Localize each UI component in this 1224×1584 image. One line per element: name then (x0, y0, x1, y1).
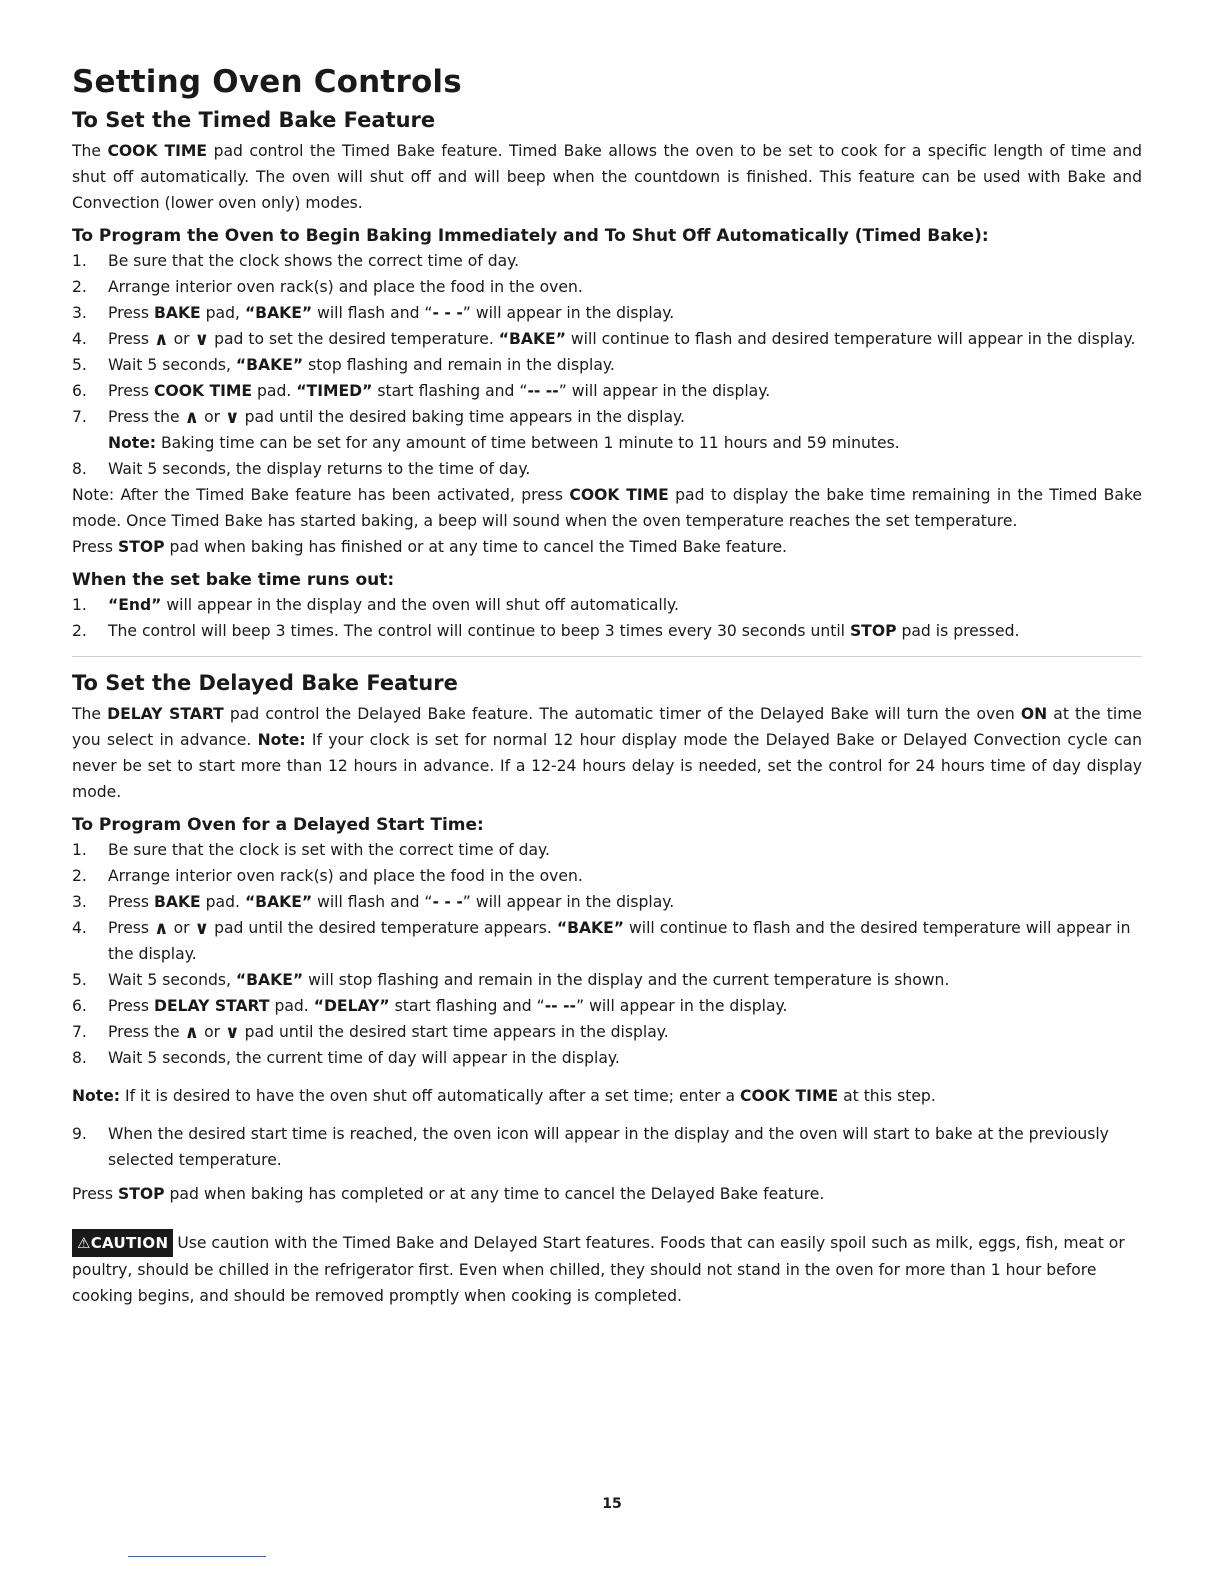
text-run: Wait 5 seconds, the display returns to the time of day. (108, 460, 531, 478)
delayed-bake-intro (72, 701, 1142, 805)
text-run: pad until the desired start time appears in the display. (239, 1023, 669, 1041)
bold-term: “BAKE” (498, 330, 566, 348)
step-text (108, 326, 1142, 352)
list-item (72, 618, 1142, 644)
text-run: will flash and “ (312, 304, 433, 322)
list-item (72, 326, 1142, 352)
bold-term: STOP (849, 622, 897, 640)
step-text (108, 889, 1142, 915)
text-run: or (199, 408, 226, 426)
bold-term: Note: (72, 1087, 121, 1105)
step-text (108, 837, 1142, 863)
step-number: 6. (72, 997, 87, 1015)
delayed-program-heading: To Program Oven for a Delayed Start Time: (72, 815, 484, 835)
bold-term: Note: (108, 434, 157, 452)
bold-term: BAKE (154, 893, 201, 911)
list-item (72, 889, 1142, 915)
step-number: 5. (72, 356, 87, 374)
step-number: 3. (72, 893, 87, 911)
timed-program-heading: To Program the Oven to Begin Baking Immediately and To Shut Off Automatically (Timed Bake): (72, 226, 989, 246)
text-run: Press (108, 330, 154, 348)
text-run: Press the (108, 1023, 185, 1041)
step-number: 1. (72, 252, 87, 270)
page-content (72, 64, 1142, 1309)
step-text (108, 404, 1142, 430)
text-run: Press (72, 1185, 118, 1203)
bold-term: STOP (118, 1185, 165, 1203)
bold-term: Note: (257, 731, 306, 749)
caution-text: Use caution with the Timed Bake and Delayed Start features. Foods that can easily spoil such as milk, eggs, fish, meat or poultry, should be chilled in the refrigerator first. Even when chilled, they should not stand in the oven for more than 1 hour before cooking begins, and should be removed promptly when cooking is completed. (72, 1234, 1125, 1305)
text-run: Arrange interior oven rack(s) and place the food in the oven. (108, 278, 583, 296)
page-title: Setting Oven Controls (72, 64, 462, 100)
text-run: will continue to flash and desired temperature will appear in the display. (565, 330, 1136, 348)
footer-line (128, 1556, 266, 1557)
list-item (72, 248, 1142, 274)
step-number: 2. (72, 622, 87, 640)
text-run: start flashing and “ (372, 382, 528, 400)
list-item (72, 274, 1142, 300)
step-text (108, 618, 1142, 644)
step-number: 5. (72, 971, 87, 989)
bold-term: COOK TIME (107, 142, 208, 160)
up-arrow-icon: ∧ (154, 918, 169, 939)
text-run: The (72, 142, 108, 160)
bold-term: DELAY START (107, 705, 224, 723)
list-item (72, 430, 1142, 456)
list-item (72, 863, 1142, 889)
step-number: 9. (72, 1125, 87, 1143)
bold-term: - - - (432, 304, 463, 322)
text-run: Wait 5 seconds, (108, 356, 236, 374)
list-item (72, 352, 1142, 378)
bold-term: “End” (108, 596, 162, 614)
text-run: pad is pressed. (896, 622, 1020, 640)
step-text (108, 456, 1142, 482)
step-number: 7. (72, 408, 87, 426)
bold-term: STOP (118, 538, 165, 556)
timed-note (72, 482, 1142, 534)
timed-stop-text (72, 534, 1142, 560)
text-run: Press (108, 893, 154, 911)
text-run: at the time you select in advance. (72, 705, 1142, 749)
list-item (72, 915, 1142, 967)
step-text (108, 352, 1142, 378)
text-run: Press (108, 382, 154, 400)
text-run: pad to set the desired temperature. (209, 330, 499, 348)
section-divider (72, 656, 1142, 657)
text-run: Wait 5 seconds, (108, 971, 236, 989)
text-run: will continue to flash and the desired temperature will appear in the display. (108, 919, 1131, 963)
text-run: The control will beep 3 times. The control will continue to beep 3 times every 30 seconds until (108, 622, 850, 640)
list-item (72, 967, 1142, 993)
delayed-step-9 (72, 1121, 1142, 1173)
down-arrow-icon: ∨ (225, 407, 240, 428)
list-item (72, 404, 1142, 430)
text-run: at this step. (838, 1087, 936, 1105)
list-item (72, 1019, 1142, 1045)
step-number: 1. (72, 596, 87, 614)
down-arrow-icon: ∨ (225, 1022, 240, 1043)
step-text (108, 248, 1142, 274)
list-item (72, 592, 1142, 618)
list-item (72, 456, 1142, 482)
text-run: Be sure that the clock is set with the correct time of day. (108, 841, 550, 859)
step-number: 1. (72, 841, 87, 859)
text-run: will stop flashing and remain in the display and the current temperature is shown. (303, 971, 950, 989)
delayed-note (72, 1083, 1142, 1109)
step-text (108, 967, 1142, 993)
text-run: start flashing and “ (389, 997, 545, 1015)
down-arrow-icon: ∨ (194, 918, 210, 939)
step-number: 2. (72, 867, 87, 885)
step-number: 3. (72, 304, 87, 322)
caution-paragraph (72, 1229, 1142, 1309)
step-text (108, 274, 1142, 300)
step-number: 2. (72, 278, 87, 296)
step-text (108, 863, 1142, 889)
bold-term: -- -- (544, 997, 577, 1015)
text-run: or (168, 919, 195, 937)
step-text (108, 1019, 1142, 1045)
step-number: 4. (72, 330, 87, 348)
step-text (108, 1045, 1142, 1071)
bold-term: “BAKE” (244, 304, 313, 322)
text-run: pad when baking has finished or at any time to cancel the Timed Bake feature. (164, 538, 787, 556)
text-run: Note: After the Timed Bake feature has been activated, press (72, 486, 570, 504)
text-run: or (168, 330, 195, 348)
up-arrow-icon: ∧ (184, 1022, 200, 1043)
text-run: If it is desired to have the oven shut off automatically after a set time; enter a (120, 1087, 741, 1105)
text-run: Press (108, 919, 154, 937)
text-run: Press the (108, 408, 185, 426)
bold-term: “BAKE” (556, 919, 625, 937)
delayed-bake-heading: To Set the Delayed Bake Feature (72, 671, 458, 695)
caution-label: ⚠CAUTION (72, 1229, 173, 1257)
text-run: Press (72, 538, 118, 556)
text-run: pad, (200, 304, 245, 322)
text-run: pad when baking has completed or at any time to cancel the Delayed Bake feature. (164, 1185, 825, 1203)
list-item (72, 1045, 1142, 1071)
text-run: The (72, 705, 108, 723)
timed-bake-heading: To Set the Timed Bake Feature (72, 108, 436, 132)
text-run: ” will appear in the display. (576, 997, 788, 1015)
bold-term: - - - (432, 893, 463, 911)
timed-bake-intro (72, 138, 1142, 216)
text-run: pad to display the bake time remaining in the Timed Bake mode. Once Timed Bake has started baking, a beep will sound when the oven temperature reaches the set temperature. (72, 486, 1143, 530)
step-number: 7. (72, 1023, 87, 1041)
text-run: pad control the Timed Bake feature. Timed Bake allows the oven to be set to cook for a specific length of time and shut off automatically. The oven will shut off and will beep when the countdown is finished. This feature can be used with Bake and Convection (lower oven only) modes. (72, 142, 1143, 212)
step-text (108, 1121, 1142, 1173)
text-run: pad. (269, 997, 314, 1015)
text-run: ” will appear in the display. (462, 304, 675, 322)
bold-term: “BAKE” (235, 356, 304, 374)
text-run: Arrange interior oven rack(s) and place the food in the oven. (108, 867, 583, 885)
step-text (108, 592, 1142, 618)
text-run: When the desired start time is reached, the oven icon will appear in the display and the oven will start to bake at the previously selected temperature. (108, 1125, 1109, 1169)
step-text (108, 430, 1142, 456)
list-item (72, 993, 1142, 1019)
text-run: will appear in the display and the oven will shut off automatically. (161, 596, 679, 614)
text-run: pad until the desired baking time appears in the display. (239, 408, 686, 426)
bold-term: BAKE (154, 304, 201, 322)
step-number: 6. (72, 382, 87, 400)
text-run: will flash and “ (312, 893, 433, 911)
text-run: Press (108, 304, 154, 322)
list-item (72, 378, 1142, 404)
step-text (108, 378, 1142, 404)
bold-term: ON (1020, 705, 1048, 723)
text-run: Be sure that the clock shows the correct time of day. (108, 252, 520, 270)
timed-steps-list (72, 248, 1142, 482)
text-run: ” will appear in the display. (558, 382, 771, 400)
delayed-steps-list (72, 837, 1142, 1071)
text-run: pad. (200, 893, 245, 911)
text-run: Press (108, 997, 154, 1015)
list-item (72, 837, 1142, 863)
text-run: stop flashing and remain in the display. (303, 356, 615, 374)
runout-heading: When the set bake time runs out: (72, 570, 395, 590)
step-number: 8. (72, 1049, 87, 1067)
delayed-stop-text (72, 1181, 1142, 1207)
up-arrow-icon: ∧ (154, 329, 169, 350)
text-run: Wait 5 seconds, the current time of day will appear in the display. (108, 1049, 620, 1067)
bold-term: “TIMED” (296, 382, 373, 400)
bold-term: “BAKE” (235, 971, 304, 989)
step-text (108, 300, 1142, 326)
text-run: pad. (252, 382, 297, 400)
bold-term: “DELAY” (313, 997, 390, 1015)
bold-term: “BAKE” (244, 893, 313, 911)
bold-term: COOK TIME (740, 1087, 839, 1105)
text-run: If your clock is set for normal 12 hour display mode the Delayed Bake or Delayed Convection cycle can never be set to start more than 12 hours in advance. If a 12-24 hours delay is needed, set the control for 24 hours time of day display mode. (72, 731, 1142, 801)
page-number: 15 (602, 1496, 622, 1512)
text-run: Baking time can be set for any amount of time between 1 minute to 11 hours and 59 minutes. (156, 434, 900, 452)
runout-list (72, 592, 1142, 644)
text-run: or (199, 1023, 226, 1041)
step-number: 4. (72, 919, 87, 937)
bold-term: -- -- (527, 382, 559, 400)
step-text (108, 915, 1142, 967)
bold-term: DELAY START (154, 997, 270, 1015)
down-arrow-icon: ∨ (194, 329, 210, 350)
list-item (72, 300, 1142, 326)
text-run: pad until the desired temperature appears. (209, 919, 557, 937)
step-number: 8. (72, 460, 87, 478)
text-run: pad control the Delayed Bake feature. The automatic timer of the Delayed Bake will turn the oven (223, 705, 1021, 723)
bold-term: COOK TIME (154, 382, 253, 400)
bold-term: COOK TIME (569, 486, 669, 504)
list-item (72, 1121, 1142, 1173)
up-arrow-icon: ∧ (184, 407, 200, 428)
step-text (108, 993, 1142, 1019)
text-run: ” will appear in the display. (462, 893, 675, 911)
